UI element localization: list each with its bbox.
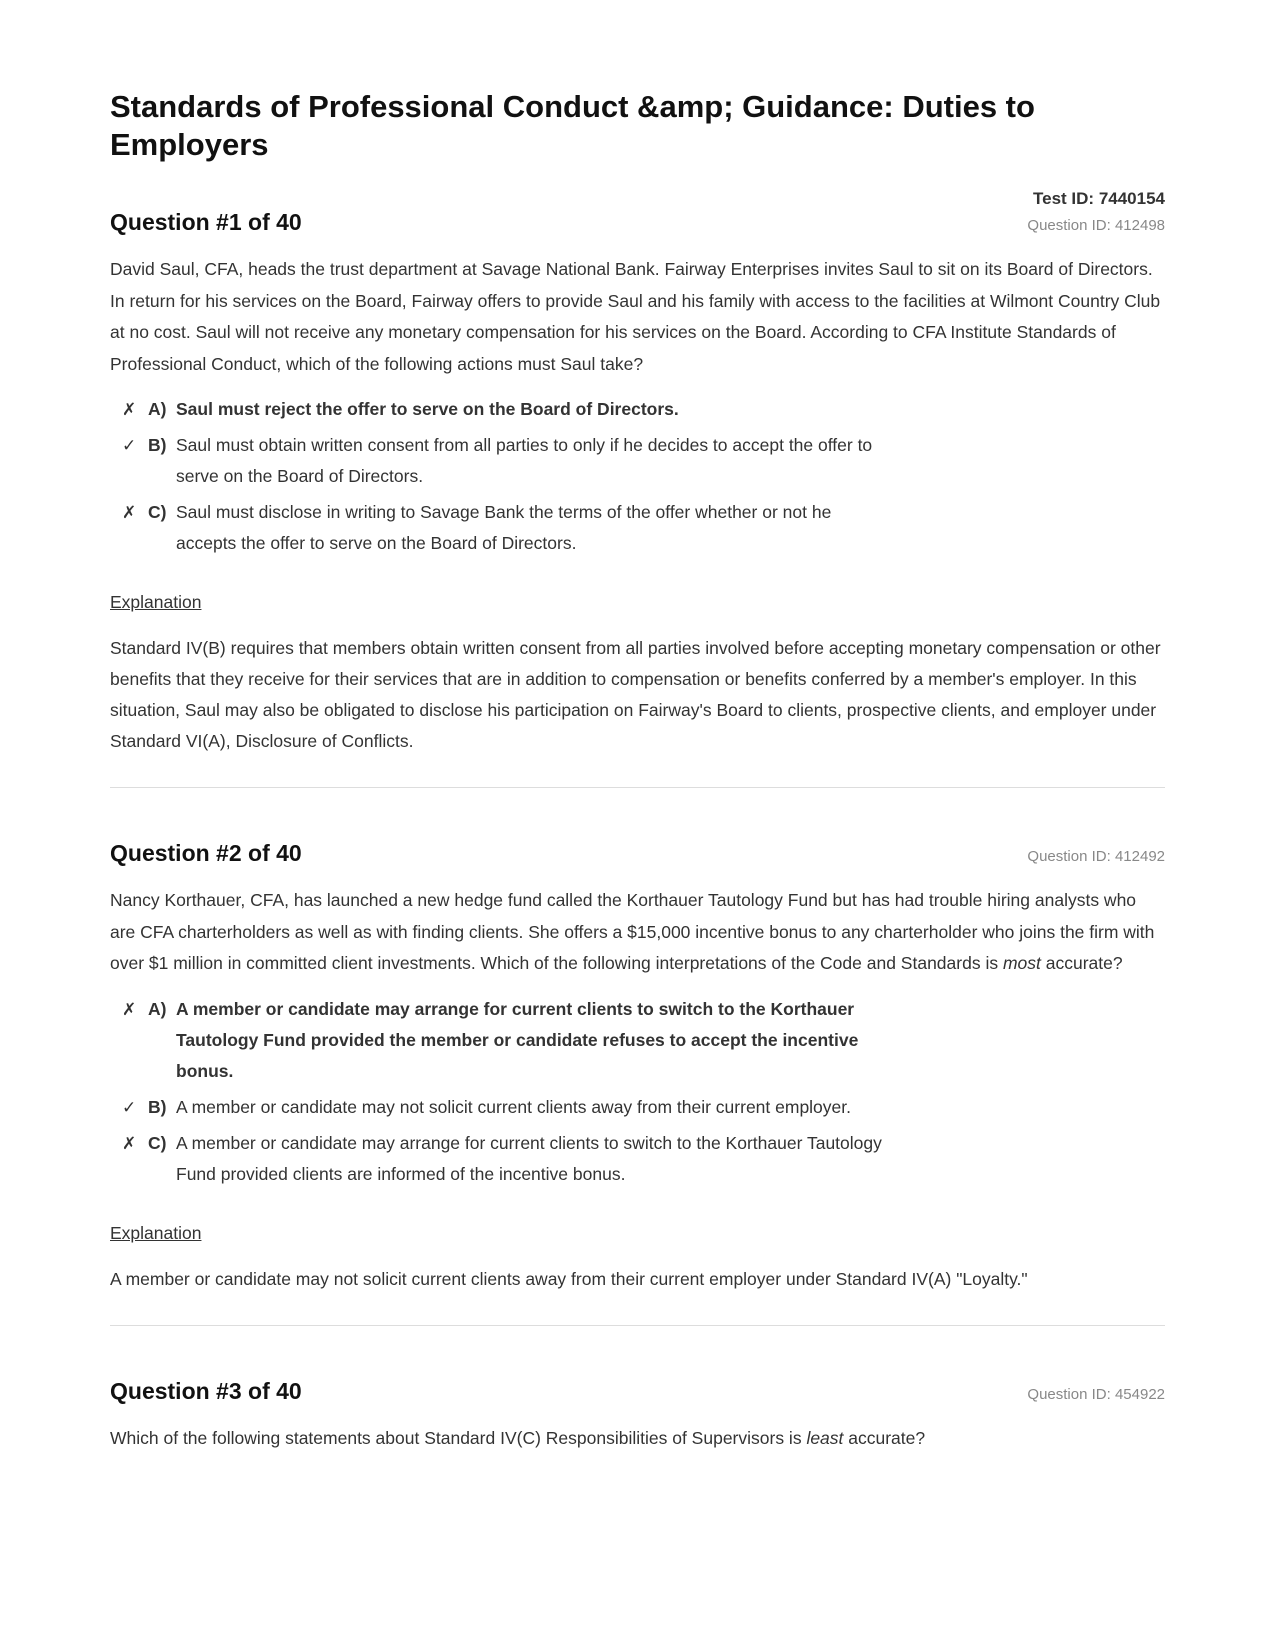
- answer-b: [110, 430, 890, 492]
- answer-letter: B): [148, 1096, 167, 1117]
- answer-letter: C): [148, 1132, 167, 1153]
- question-text: [110, 885, 1165, 980]
- question-text: [110, 1423, 1165, 1455]
- explanation-label: Explanation: [110, 592, 202, 612]
- answer-list: [110, 994, 890, 1190]
- question-header: [110, 840, 1165, 867]
- test-id: Test ID: 7440154: [1033, 189, 1165, 208]
- check-icon: ✓: [122, 1097, 137, 1117]
- answer-a: [110, 394, 890, 425]
- question-title: Question #1 of 40: [110, 209, 302, 235]
- question-text-end: accurate?: [843, 1427, 926, 1448]
- answer-c: [110, 1128, 890, 1190]
- question-text-emphasis: least: [806, 1427, 844, 1448]
- question-text-start: Nancy Korthauer, CFA, has launched a new hedge fund called the Korthauer Tautology Fund but has had trouble hiring analysts who are CFA charterholders as well as with finding clients. She offers a $15,000 incentive bonus to any charterholder who joins the firm with over $1 million in committed client investments. Which of the following interpretations of the Code and Standards is: [110, 890, 1155, 973]
- answer-text: Saul must reject the offer to serve on the Board of Directors.: [176, 399, 679, 419]
- question-text: David Saul, CFA, heads the trust department at Savage National Bank. Fairway Enterprises invites Saul to sit on its Board of Directors. In return for his services on the Board, Fairway offers to provide Saul and his family with access to the facilities at Wilmont Country Club at no cost. Saul will not receive any monetary compensation for his services on the Board. According to CFA Institute Standards of Professional Conduct, which of the following actions must Saul take?: [110, 259, 1161, 374]
- answer-letter: C): [148, 502, 167, 522]
- explanation-text: Standard IV(B) requires that members obtain written consent from all parties involved before accepting monetary compensation or other benefits that they receive for their services that are in addition to compensation or benefits conferred by a member's employer. In this situation, Saul may also be obligated to disclose his participation on Fairway's Board to clients, prospective clients, and employer under Standard VI(A), Disclosure of Conflicts.: [110, 638, 1161, 751]
- cross-icon: ✗: [122, 1133, 137, 1153]
- question-title: Question #2 of 40: [110, 840, 302, 866]
- question-1: [110, 209, 1165, 788]
- cross-icon: ✗: [122, 503, 137, 522]
- answer-a: [110, 994, 890, 1087]
- answer-text: Saul must obtain written consent from all parties to only if he decides to accept the offer to serve on the Board of Directors.: [176, 435, 873, 486]
- answer-list: [110, 394, 890, 559]
- question-2: [110, 840, 1165, 1326]
- question-header: [110, 1378, 1165, 1405]
- explanation-label: Explanation: [110, 1222, 202, 1243]
- answer-letter: A): [148, 399, 167, 419]
- explanation-text: A member or candidate may not solicit current clients away from their current employer under Standard IV(A) "Loyalty.": [110, 1268, 1028, 1289]
- answer-letter: A): [148, 998, 167, 1019]
- cross-icon: ✗: [122, 999, 137, 1019]
- answer-text: A member or candidate may not solicit current clients away from their current employer.: [176, 1096, 851, 1117]
- question-text-start: Which of the following statements about Standard IV(C) Responsibilities of Supervisors is: [110, 1427, 807, 1448]
- question-id: Question ID: 412492: [1027, 848, 1165, 865]
- check-icon: ✓: [122, 436, 137, 455]
- question-text-end: accurate?: [1040, 953, 1123, 973]
- question-title: Question #3 of 40: [110, 1377, 302, 1404]
- answer-text: A member or candidate may arrange for current clients to switch to the Korthauer Tautology Fund provided clients are informed of the incentive bonus.: [176, 1132, 882, 1184]
- question-id: Question ID: 454922: [1027, 1385, 1165, 1403]
- section-divider: [110, 1325, 1165, 1326]
- answer-b: [110, 1092, 890, 1123]
- question-3: [110, 1378, 1165, 1455]
- section-divider: [110, 787, 1165, 788]
- answer-c: [110, 497, 890, 559]
- question-id: Question ID: 412498: [1027, 217, 1165, 234]
- answer-letter: B): [148, 435, 167, 455]
- answer-text: A member or candidate may arrange for current clients to switch to the Korthauer Tautology Fund provided the member or candidate refuses to accept the incentive bonus.: [176, 998, 859, 1081]
- question-header: [110, 209, 1165, 236]
- question-text-emphasis: most: [1002, 953, 1041, 973]
- cross-icon: ✗: [122, 400, 137, 419]
- document-title: Standards of Professional Conduct &amp; Guidance: Duties to Employers: [110, 89, 1035, 162]
- answer-text: Saul must disclose in writing to Savage Bank the terms of the offer whether or not he accepts the offer to serve on the Board of Directors.: [176, 502, 832, 553]
